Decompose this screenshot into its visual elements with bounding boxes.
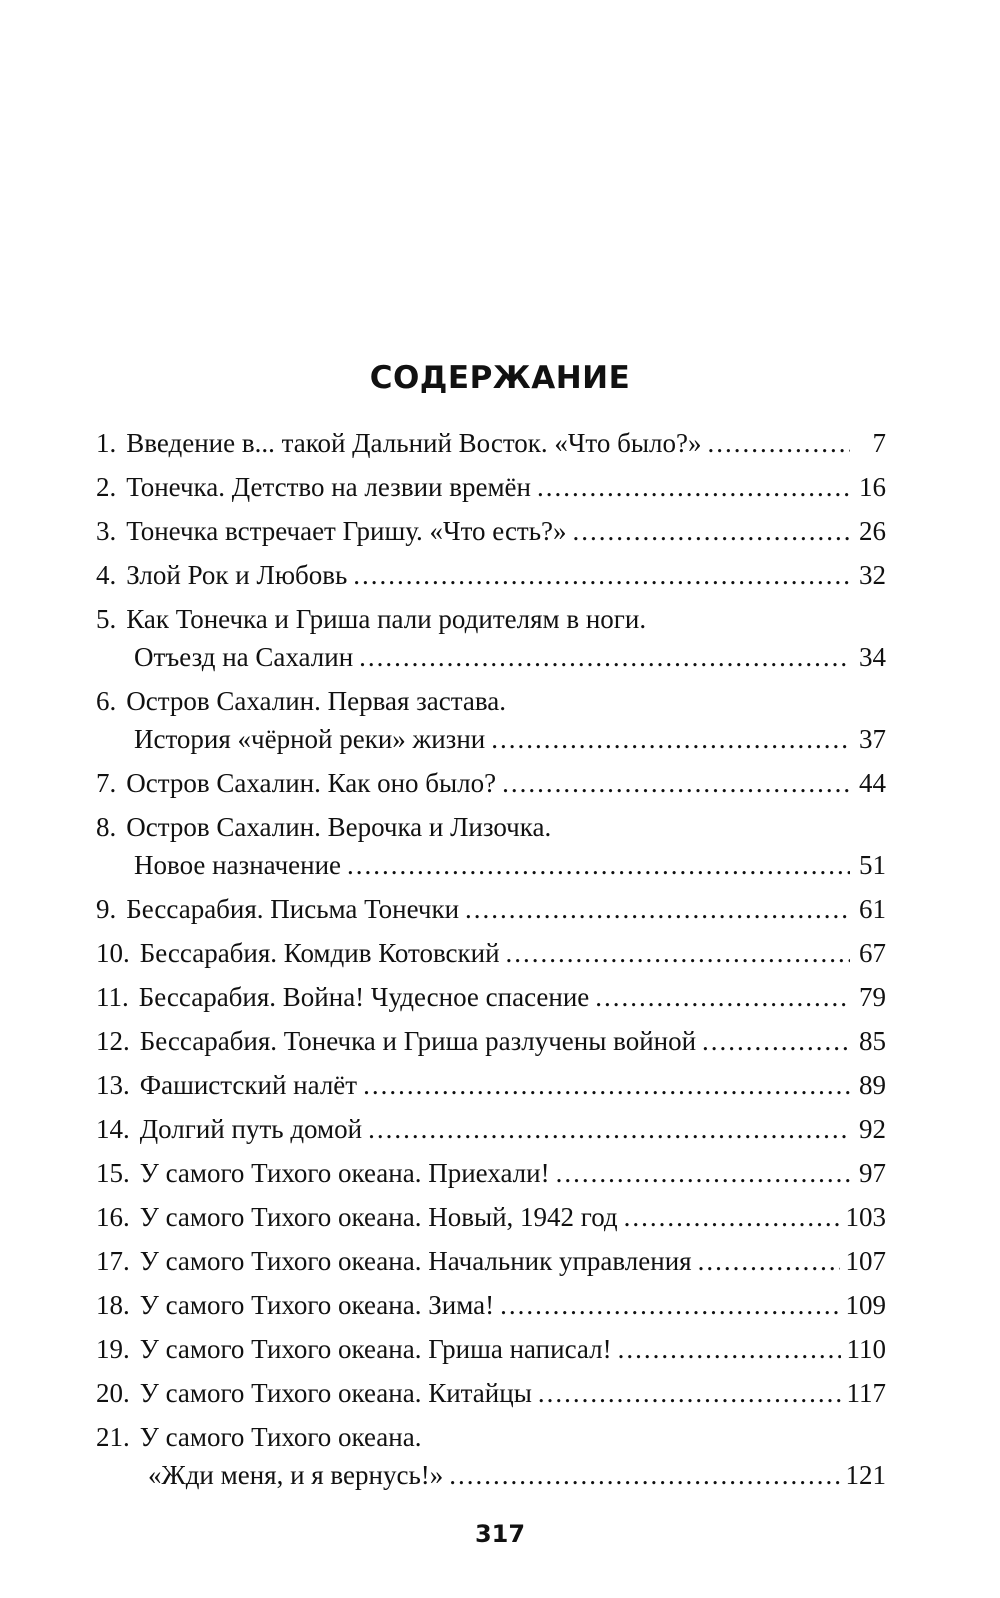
toc-entry-page: 109 bbox=[845, 1290, 886, 1320]
toc-entry-line bbox=[96, 978, 886, 1016]
toc-entry bbox=[96, 600, 886, 676]
dot-leader bbox=[449, 1456, 839, 1494]
toc-entry-title: Злой Рок и Любовь bbox=[126, 560, 348, 590]
toc-entry-line bbox=[96, 600, 886, 638]
toc-entry-page: 92 bbox=[859, 1114, 886, 1144]
toc-entry-page: 7 bbox=[872, 428, 886, 458]
toc-entry-title: Остров Сахалин. Верочка и Лизочка. bbox=[126, 812, 552, 842]
dot-leader bbox=[595, 978, 850, 1016]
toc-entry-page: 34 bbox=[859, 642, 886, 672]
toc-entry-number: 14. bbox=[96, 1114, 130, 1144]
toc-entry-line bbox=[96, 512, 886, 550]
toc-entry-number: 20. bbox=[96, 1378, 130, 1408]
dot-leader bbox=[368, 1110, 850, 1148]
toc-entry-title: Долгий путь домой bbox=[139, 1114, 363, 1144]
toc-entry-page: 89 bbox=[859, 1070, 886, 1100]
dot-leader bbox=[624, 1198, 840, 1236]
toc-entry-title: Тонечка. Детство на лезвии времён bbox=[126, 472, 531, 502]
toc-entry-line bbox=[96, 1154, 886, 1192]
toc-entry-title: Бессарабия. Комдив Котовский bbox=[139, 938, 500, 968]
toc-entry-number: 15. bbox=[96, 1158, 130, 1188]
dot-leader bbox=[556, 1154, 850, 1192]
dot-leader bbox=[707, 424, 850, 462]
toc-entry-line bbox=[96, 638, 886, 676]
toc-entry-line bbox=[96, 934, 886, 972]
dot-leader bbox=[506, 934, 850, 972]
toc-entry-page: 97 bbox=[859, 1158, 886, 1188]
toc-entry-page: 85 bbox=[859, 1026, 886, 1056]
toc-entry-page: 103 bbox=[845, 1202, 886, 1232]
toc-entry-title: Остров Сахалин. Первая застава. bbox=[126, 686, 506, 716]
toc-entry-number: 11. bbox=[96, 982, 129, 1012]
toc-entry-number: 12. bbox=[96, 1026, 130, 1056]
toc-entry-title: История «чёрной реки» жизни bbox=[134, 724, 486, 754]
dot-leader bbox=[702, 1022, 850, 1060]
toc-entry bbox=[96, 890, 886, 928]
toc-entry-number: 6. bbox=[96, 686, 117, 716]
toc-entry bbox=[96, 1242, 886, 1280]
toc-entry bbox=[96, 808, 886, 884]
toc-entry-title: Бессарабия. Тонечка и Гриша разлучены войной bbox=[139, 1026, 697, 1056]
toc-entry-line bbox=[96, 468, 886, 506]
toc-entry-number: 13. bbox=[96, 1070, 130, 1100]
dot-leader bbox=[363, 1066, 850, 1104]
dot-leader bbox=[465, 890, 850, 928]
toc-entry-page: 79 bbox=[859, 982, 886, 1012]
toc-entry bbox=[96, 1418, 886, 1494]
table-of-contents bbox=[96, 424, 886, 1500]
toc-entry-title: Тонечка встречает Гришу. «Что есть?» bbox=[126, 516, 567, 546]
toc-entry-page: 110 bbox=[846, 1334, 886, 1364]
toc-entry-line bbox=[96, 1456, 886, 1494]
toc-entry-line bbox=[96, 890, 886, 928]
toc-entry-line bbox=[96, 846, 886, 884]
toc-entry-title: У самого Тихого океана. bbox=[139, 1422, 422, 1452]
toc-entry-page: 37 bbox=[859, 724, 886, 754]
toc-entry-number: 1. bbox=[96, 428, 117, 458]
toc-entry-title: У самого Тихого океана. Новый, 1942 год bbox=[139, 1202, 618, 1232]
toc-entry bbox=[96, 1330, 886, 1368]
toc-entry-page: 117 bbox=[846, 1378, 886, 1408]
toc-entry-title: У самого Тихого океана. Зима! bbox=[139, 1290, 495, 1320]
toc-entry-page: 16 bbox=[859, 472, 886, 502]
page-title: СОДЕРЖАНИЕ bbox=[369, 360, 631, 396]
dot-leader bbox=[500, 1286, 839, 1324]
dot-leader bbox=[353, 556, 850, 594]
toc-entry-number: 17. bbox=[96, 1246, 130, 1276]
toc-entry-title: Бессарабия. Письма Тонечки bbox=[126, 894, 460, 924]
dot-leader bbox=[538, 1374, 841, 1412]
toc-entry-title: У самого Тихого океана. Начальник управления bbox=[139, 1246, 692, 1276]
toc-entry bbox=[96, 1198, 886, 1236]
dot-leader bbox=[502, 764, 850, 802]
toc-entry-line bbox=[96, 1330, 886, 1368]
toc-entry-line bbox=[96, 1066, 886, 1104]
toc-entry-number: 3. bbox=[96, 516, 117, 546]
toc-entry-line bbox=[96, 424, 886, 462]
toc-entry-line bbox=[96, 556, 886, 594]
toc-entry bbox=[96, 934, 886, 972]
toc-entry bbox=[96, 978, 886, 1016]
toc-entry-number: 2. bbox=[96, 472, 117, 502]
toc-entry-page: 121 bbox=[845, 1460, 886, 1490]
toc-entry-line bbox=[96, 1418, 886, 1456]
toc-entry bbox=[96, 1066, 886, 1104]
toc-entry-number: 4. bbox=[96, 560, 117, 590]
toc-entry bbox=[96, 1374, 886, 1412]
toc-entry-page: 32 bbox=[859, 560, 886, 590]
toc-entry-page: 61 bbox=[859, 894, 886, 924]
toc-entry-title: Остров Сахалин. Как оно было? bbox=[126, 768, 497, 798]
dot-leader bbox=[347, 846, 850, 884]
toc-entry-title: У самого Тихого океана. Китайцы bbox=[139, 1378, 532, 1408]
toc-entry-line bbox=[96, 808, 886, 846]
toc-entry bbox=[96, 424, 886, 462]
toc-entry-number: 21. bbox=[96, 1422, 130, 1452]
toc-entry-page: 51 bbox=[859, 850, 886, 880]
toc-entry bbox=[96, 1110, 886, 1148]
toc-entry-page: 67 bbox=[859, 938, 886, 968]
toc-entry-line bbox=[96, 1242, 886, 1280]
toc-entry-line bbox=[96, 764, 886, 802]
toc-entry-number: 9. bbox=[96, 894, 117, 924]
dot-leader bbox=[491, 720, 850, 758]
toc-entry-number: 5. bbox=[96, 604, 117, 634]
toc-entry-title: Бессарабия. Война! Чудесное спасение bbox=[138, 982, 590, 1012]
toc-entry-title: Как Тонечка и Гриша пали родителям в ноги. bbox=[126, 604, 647, 634]
toc-entry-number: 16. bbox=[96, 1202, 130, 1232]
toc-entry-line bbox=[96, 682, 886, 720]
toc-entry-page: 44 bbox=[859, 768, 886, 798]
toc-entry-number: 10. bbox=[96, 938, 130, 968]
toc-entry bbox=[96, 468, 886, 506]
dot-leader bbox=[359, 638, 850, 676]
toc-entry-title: Введение в... такой Дальний Восток. «Что было?» bbox=[126, 428, 702, 458]
toc-entry-line bbox=[96, 720, 886, 758]
toc-entry bbox=[96, 764, 886, 802]
toc-entry-title: Отъезд на Сахалин bbox=[134, 642, 354, 672]
toc-entry-page: 26 bbox=[859, 516, 886, 546]
toc-entry-number: 18. bbox=[96, 1290, 130, 1320]
toc-entry-number: 7. bbox=[96, 768, 117, 798]
toc-entry bbox=[96, 1154, 886, 1192]
toc-entry bbox=[96, 1286, 886, 1324]
toc-entry-title: Фашистский налёт bbox=[139, 1070, 358, 1100]
toc-entry-line bbox=[96, 1022, 886, 1060]
toc-entry bbox=[96, 682, 886, 758]
dot-leader bbox=[537, 468, 850, 506]
toc-entry-page: 107 bbox=[845, 1246, 886, 1276]
toc-entry-line bbox=[96, 1286, 886, 1324]
dot-leader bbox=[618, 1330, 841, 1368]
toc-entry-title: «Жди меня, и я вернусь!» bbox=[148, 1460, 444, 1490]
toc-entry-line bbox=[96, 1198, 886, 1236]
toc-entry-title: Новое назначение bbox=[134, 850, 342, 880]
dot-leader bbox=[698, 1242, 840, 1280]
toc-entry-title: У самого Тихого океана. Приехали! bbox=[139, 1158, 550, 1188]
dot-leader bbox=[573, 512, 850, 550]
toc-entry-line bbox=[96, 1110, 886, 1148]
toc-entry bbox=[96, 1022, 886, 1060]
toc-entry-number: 19. bbox=[96, 1334, 130, 1364]
toc-entry bbox=[96, 512, 886, 550]
page-number: 317 bbox=[474, 1520, 526, 1548]
toc-entry-line bbox=[96, 1374, 886, 1412]
toc-entry-number: 8. bbox=[96, 812, 117, 842]
toc-entry-title: У самого Тихого океана. Гриша написал! bbox=[139, 1334, 612, 1364]
toc-entry bbox=[96, 556, 886, 594]
